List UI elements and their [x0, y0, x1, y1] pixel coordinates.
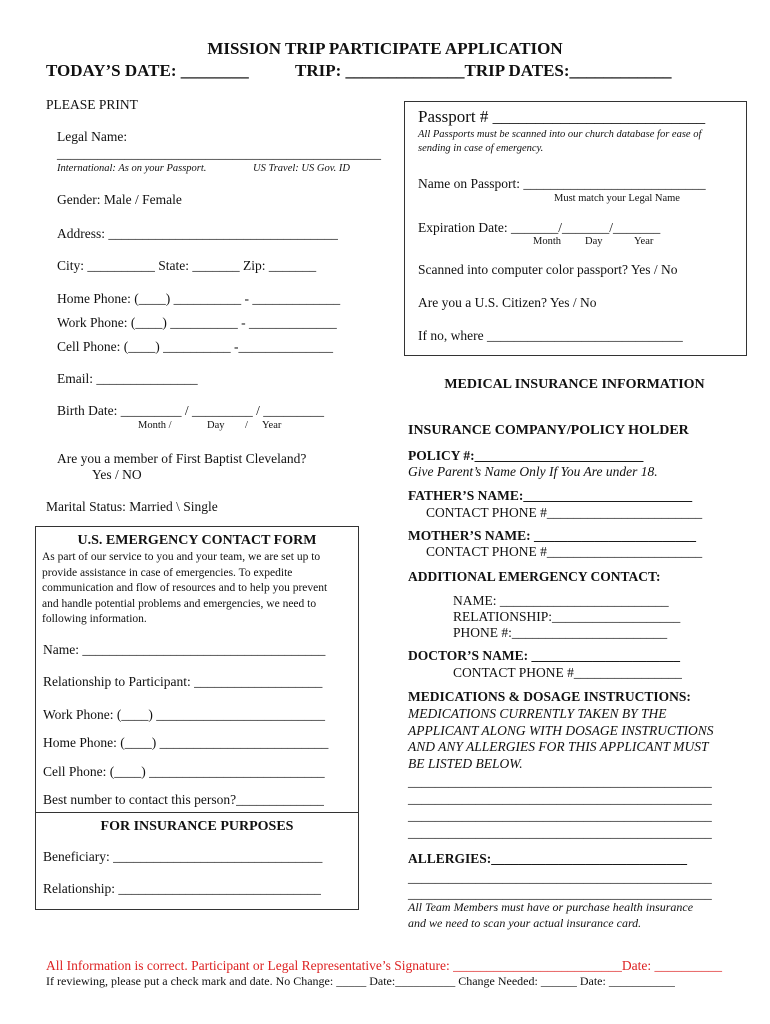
emergency-name-field[interactable]: Name: ____________________________________	[43, 642, 326, 657]
birth-month-label: Month /	[138, 420, 172, 431]
father-phone-field[interactable]: CONTACT PHONE #_______________________	[426, 505, 703, 520]
passport-note-2: sending in case of emergency.	[418, 143, 544, 154]
medications-heading: MEDICATIONS & DOSAGE INSTRUCTIONS:	[408, 689, 691, 704]
todays-date-field[interactable]: TODAY’S DATE: ________	[46, 61, 249, 80]
exp-day-label: Day	[585, 236, 603, 247]
medications-line[interactable]: _____________________________________________	[408, 808, 712, 823]
medications-note-line: APPLICANT ALONG WITH DOSAGE INSTRUCTIONS	[408, 722, 714, 738]
international-note: International: As on your Passport.	[57, 163, 207, 174]
form-title: MISSION TRIP PARTICIPATE APPLICATION	[207, 39, 563, 58]
us-travel-note: US Travel: US Gov. ID	[253, 163, 350, 174]
emergency-paragraph-line: provide assistance in case of emergencies. To expedite	[42, 566, 293, 579]
mother-name-field[interactable]: MOTHER’S NAME: ________________________	[408, 528, 696, 543]
birth-date-field[interactable]: Birth Date: _________ / _________ / _________	[57, 403, 324, 418]
name-on-passport-field[interactable]: Name on Passport: ___________________________	[418, 176, 706, 191]
medications-note	[408, 706, 714, 772]
insurance-company-heading: INSURANCE COMPANY/POLICY HOLDER	[408, 423, 689, 438]
additional-phone-field[interactable]: PHONE #:_______________________	[453, 625, 668, 640]
exp-year-label: Year	[634, 236, 654, 247]
emergency-paragraph-line: communication and flow of resources and to help you prevent	[42, 582, 328, 594]
medications-line[interactable]: _____________________________________________	[408, 825, 712, 840]
city-state-zip-field[interactable]: City: __________ State: _______ Zip: _______	[57, 258, 317, 273]
doctor-phone-field[interactable]: CONTACT PHONE #________________	[453, 665, 682, 680]
member-answer[interactable]: Yes / NO	[92, 467, 142, 482]
mother-phone-field[interactable]: CONTACT PHONE #_______________________	[426, 544, 703, 559]
legal-name-match-note: Must match your Legal Name	[554, 193, 680, 204]
cell-phone-field[interactable]: Cell Phone: (____) __________ -______________	[57, 339, 333, 354]
emergency-relationship-field[interactable]: Relationship to Participant: ___________________	[43, 674, 323, 689]
medications-note-line: BE LISTED BELOW.	[408, 755, 523, 771]
emergency-paragraph-line: following information.	[42, 613, 147, 625]
review-line[interactable]: If reviewing, please put a check mark and date. No Change: _____ Date:__________ Change Needed: ______ Date: ___________	[46, 974, 675, 988]
birth-year-label: Year	[262, 420, 282, 431]
passport-note-1: All Passports must be scanned into our church database for ease of	[418, 129, 702, 140]
additional-relationship-field[interactable]: RELATIONSHIP:___________________	[453, 609, 681, 624]
birth-day-label: Day	[207, 420, 225, 431]
birth-separator: /	[245, 420, 248, 431]
please-print-label: PLEASE PRINT	[46, 97, 138, 112]
emergency-cell-phone-field[interactable]: Cell Phone: (____) __________________________	[43, 764, 325, 779]
scanned-passport-field[interactable]: Scanned into computer color passport? Yes / No	[418, 262, 678, 277]
policy-note: Give Parent’s Name Only If You Are under 18.	[408, 464, 658, 479]
health-insurance-note-1: All Team Members must have or purchase health insurance	[408, 900, 694, 914]
medications-note-line: AND ANY ALLERGIES FOR THIS APPLICANT MUST	[408, 739, 709, 754]
signature-line[interactable]: All Information is correct. Participant or Legal Representative’s Signature: _________________________Date: __________	[46, 958, 722, 973]
expiration-date-field[interactable]: Expiration Date: _______/_______/_______	[418, 220, 661, 235]
email-field[interactable]: Email: _______________	[57, 371, 198, 386]
policy-number-field[interactable]: POLICY #:_________________________	[408, 448, 644, 463]
health-insurance-note-2: and we need to scan your actual insurance card.	[408, 916, 642, 930]
father-name-field[interactable]: FATHER’S NAME:_________________________	[408, 488, 693, 503]
exp-month-label: Month	[533, 236, 562, 247]
allergies-field[interactable]: ALLERGIES:_____________________________	[408, 851, 688, 866]
allergies-line[interactable]: _____________________________________________	[408, 886, 712, 901]
emergency-home-phone-field[interactable]: Home Phone: (____) _________________________	[43, 735, 329, 750]
doctor-name-field[interactable]: DOCTOR’S NAME: ______________________	[408, 648, 681, 663]
address-field[interactable]: Address: __________________________________	[57, 226, 338, 241]
marital-status-field[interactable]: Marital Status: Married \ Single	[46, 499, 218, 514]
allergies-line[interactable]: _____________________________________________	[408, 870, 712, 885]
medical-insurance-heading: MEDICAL INSURANCE INFORMATION	[444, 377, 705, 392]
emergency-paragraph-line: and handle potential problems and emergencies, we need to	[42, 597, 317, 610]
emergency-work-phone-field[interactable]: Work Phone: (____) _________________________	[43, 707, 326, 722]
legal-name-label: Legal Name:	[57, 129, 128, 144]
emergency-paragraph-line: As part of our service to you and your team, we are set up to	[42, 551, 321, 563]
additional-name-field[interactable]: NAME: _________________________	[453, 593, 669, 608]
medications-line[interactable]: _____________________________________________	[408, 774, 712, 789]
us-citizen-field[interactable]: Are you a U.S. Citizen? Yes / No	[418, 295, 597, 310]
legal-name-field[interactable]: ________________________________________________	[57, 146, 381, 161]
insurance-purposes-heading: FOR INSURANCE PURPOSES	[100, 819, 294, 834]
best-number-field[interactable]: Best number to contact this person?_____________	[43, 792, 324, 807]
insurance-relationship-field[interactable]: Relationship: ______________________________	[43, 881, 321, 896]
trip-field[interactable]: TRIP: ______________TRIP DATES:____________	[295, 61, 672, 80]
medications-line[interactable]: _____________________________________________	[408, 791, 712, 806]
emergency-heading: U.S. EMERGENCY CONTACT FORM	[77, 533, 317, 548]
gender-field[interactable]: Gender: Male / Female	[57, 192, 182, 207]
passport-number-field[interactable]: Passport # _________________________	[418, 107, 706, 126]
beneficiary-field[interactable]: Beneficiary: _______________________________	[43, 849, 323, 864]
medications-note-line: MEDICATIONS CURRENTLY TAKEN BY THE	[408, 706, 667, 721]
if-no-where-field[interactable]: If no, where _____________________________	[418, 328, 683, 343]
home-phone-field[interactable]: Home Phone: (____) __________ - _____________	[57, 291, 341, 306]
additional-contact-heading: ADDITIONAL EMERGENCY CONTACT:	[408, 569, 661, 584]
emergency-paragraph	[42, 550, 327, 628]
member-question: Are you a member of First Baptist Cleveland?	[57, 451, 307, 466]
work-phone-field[interactable]: Work Phone: (____) __________ - _____________	[57, 315, 337, 330]
